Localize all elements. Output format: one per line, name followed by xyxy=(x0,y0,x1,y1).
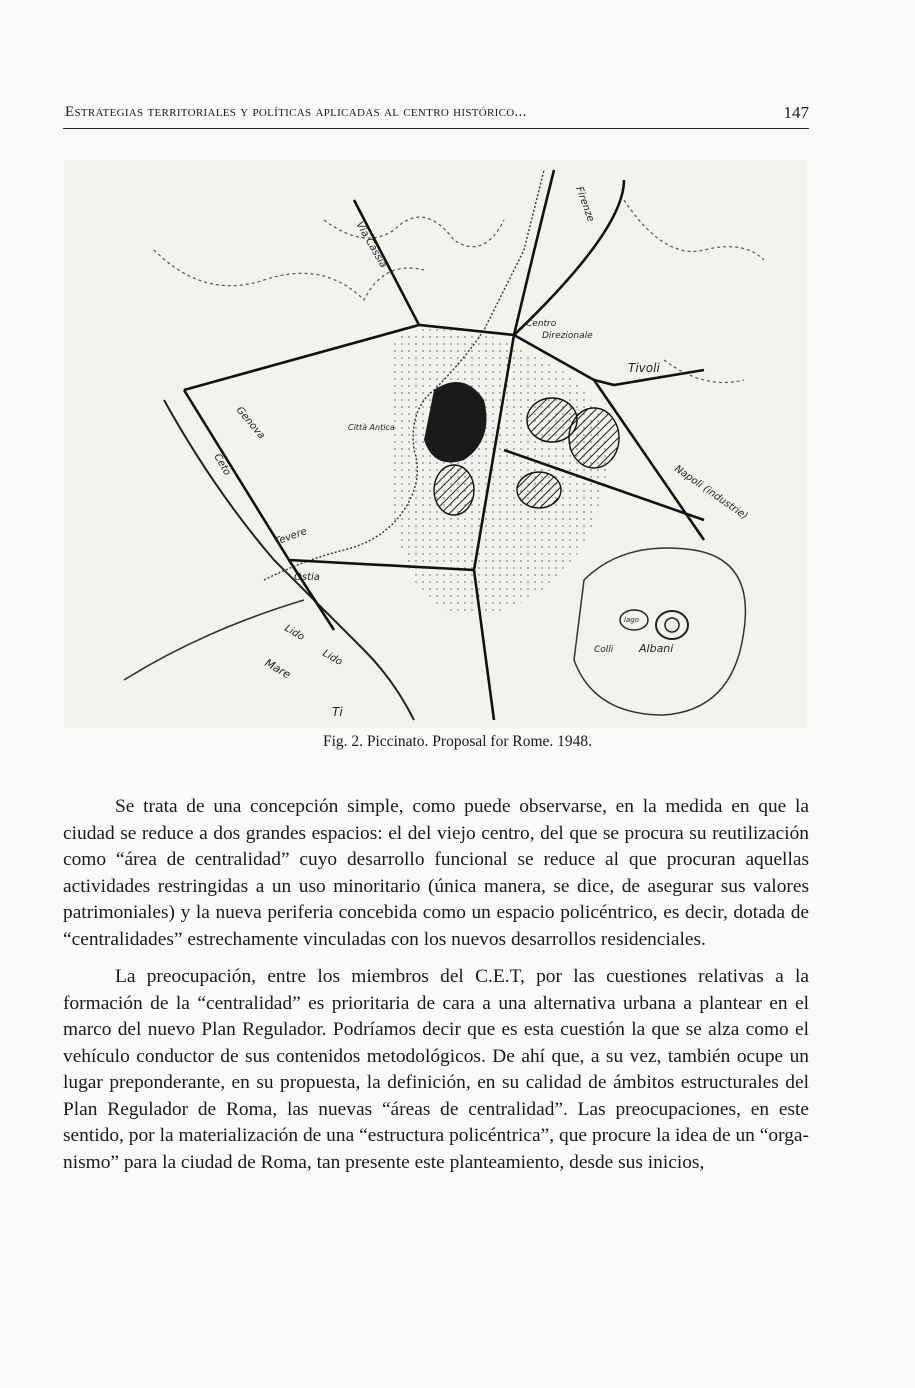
label-direzionale: Direzionale xyxy=(542,331,593,341)
paragraph: La preocupación, entre los miembros del C.E.T, por las cuestiones relativas a la formación de la “centralidad” es prioritaria de cara a una alternativa urbana a plantear en el marco del nuevo Plan Regulador. Podríamos decir que es esta cuestión la que se alza como el vehículo conductor de sus contenidos metodológicos. De ahí que, a su vez, también ocupe un lugar preponderante, en su propuesta, la definición, en su calidad de ámbitos estructurales del Plan Regulador de Roma, las nuevas “áreas de centralidad”. Las preocupaciones, en este sentido, por la materialización de una “estructura policéntrica”, que procure la idea de un “organismo” para la ciudad de Roma, tan presente este planteamiento, desde sus inicios, xyxy=(63,966,809,1173)
label-ostia: Ostia xyxy=(294,572,320,583)
label-albani: Albani xyxy=(639,642,674,655)
figure-map xyxy=(64,160,806,728)
map-sketch xyxy=(64,160,806,728)
label-lago: lago xyxy=(624,616,639,624)
label-citta-antica: Città Antica xyxy=(348,423,395,432)
label-centro: Centro xyxy=(526,319,557,329)
paragraph: Se trata de una concepción simple, como puede observarse, en la medida en que la ciudad se reduce a dos grandes espacios: el del viejo centro, del que se procura su reutilización como “área de centralidad” cuyo desarrollo funcional se reduce al que procuran aquellas actividades restringidas a un uso minoritario (única manera, se dice, de asegurar sus valores patrimoniales) y la nueva periferia concebida como un espacio policéntrico, es decir, dotada de “centralidades” estrechamente vinculadas con los nuevos desarrollos residenciales. xyxy=(63,796,809,950)
label-lido-1: Lido xyxy=(282,623,307,644)
label-firenze: Firenze xyxy=(573,185,597,224)
label-colli: Colli xyxy=(594,645,614,655)
figure-caption: Fig. 2. Piccinato. Proposal for Rome. 1948. xyxy=(322,733,593,750)
page-number: 147 xyxy=(783,103,809,122)
label-napoli: Napoli (industrie) xyxy=(672,463,750,523)
label-ceto: Ceto xyxy=(211,452,233,478)
label-lido-2: Lido xyxy=(320,648,345,669)
body-text xyxy=(63,794,809,1187)
running-title: Estrategias territoriales y políticas aplicadas al centro histórico... xyxy=(65,104,527,120)
label-ti: Ti xyxy=(332,705,343,719)
page-header xyxy=(63,100,809,129)
label-tevere: Tevere xyxy=(273,526,309,548)
label-tivoli: Tivoli xyxy=(628,361,660,375)
label-mare: Mare xyxy=(262,656,293,682)
crater-icon xyxy=(656,611,688,639)
label-via-cassia: Via Cassia xyxy=(353,220,389,270)
label-genova: Genova xyxy=(233,404,267,442)
colli-albani xyxy=(574,548,745,715)
